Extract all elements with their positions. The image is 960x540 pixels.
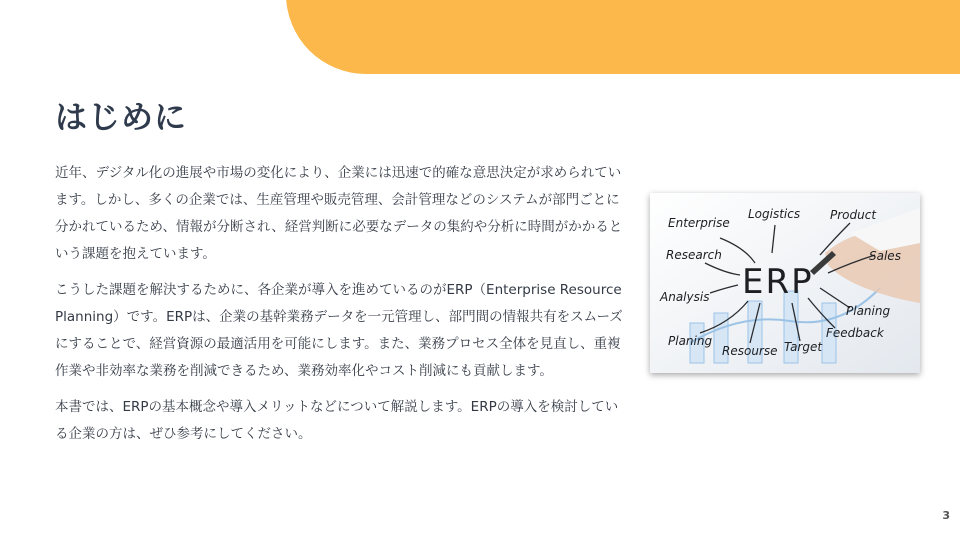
paragraph-2: こうした課題を解決するために、各企業が導入を進めているのがERP（Enterprise Resource Planning）です。ERPは、企業の基幹業務データを一元管理し、部門間の情報共有をスムーズにすることで、経営資源の最適活用を可能にします。また、業務プロセス全体を見直し、重複作業や非効率な業務を削減できるため、業務効率化やコスト削減にも貢献します。 [55, 282, 623, 379]
word-planing-right: Planing [846, 304, 891, 318]
paragraph-3: 本書では、ERPの基本概念や導入メリットなどについて解説します。ERPの導入を検討している企業の方は、ぜひ参考にしてください。 [55, 399, 619, 442]
intro-text [55, 160, 630, 457]
word-sales: Sales [869, 249, 901, 263]
page-title: はじめに [55, 98, 188, 136]
word-resourse: Resourse [722, 344, 778, 358]
word-logistics: Logistics [748, 207, 801, 221]
paragraph-1: 近年、デジタル化の進展や市場の変化により、企業には迅速で的確な意思決定が求められています。しかし、多くの企業では、生産管理や販売管理、会計管理などのシステムが部門ごとに分かれているため、情報が分断され、経営判断に必要なデータの集約や分析に時間がかかるという課題を抱えています。 [55, 165, 623, 262]
erp-center-word: ERP [742, 262, 814, 302]
page-number: 3 [942, 509, 950, 522]
word-target: Target [784, 340, 823, 354]
word-enterprise: Enterprise [668, 216, 730, 230]
word-product: Product [830, 208, 877, 222]
word-planing-left: Planing [668, 334, 713, 348]
erp-concept-image [650, 193, 920, 373]
word-analysis: Analysis [660, 290, 710, 304]
word-feedback: Feedback [826, 326, 884, 340]
word-research: Research [666, 248, 722, 262]
header-accent-shape [286, 0, 960, 74]
